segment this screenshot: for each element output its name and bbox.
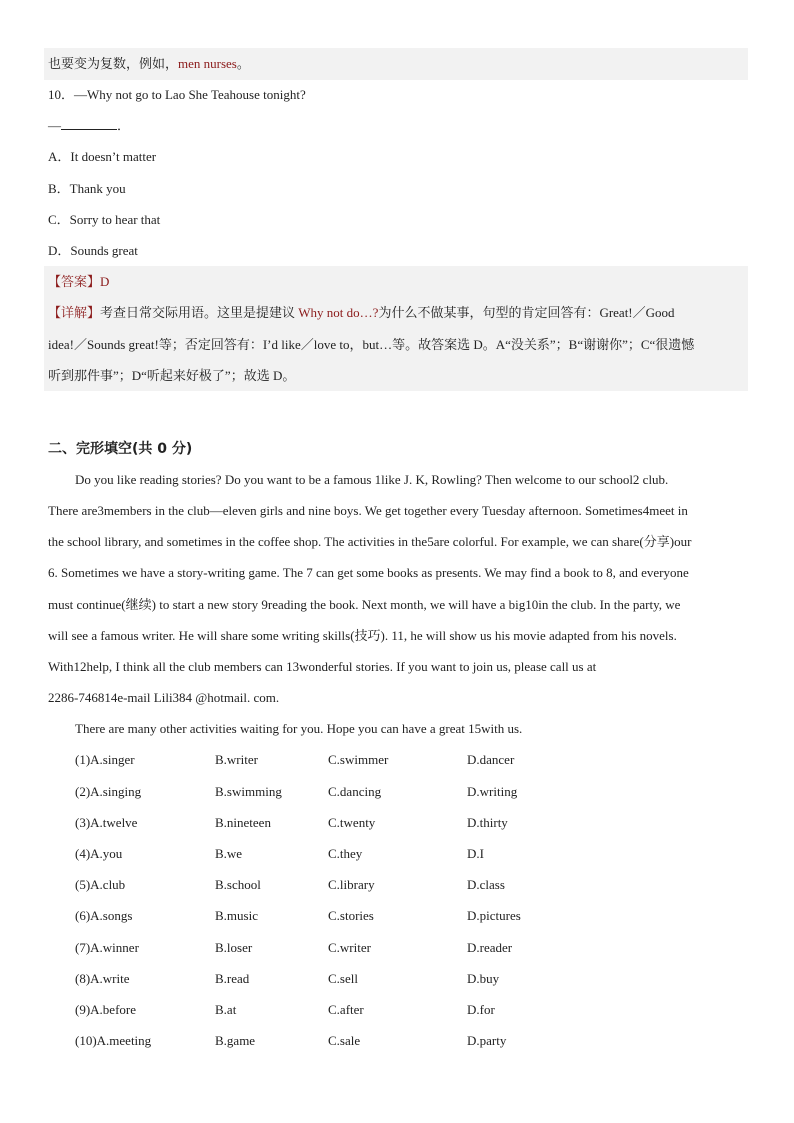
option-cell: C.writer <box>328 940 371 955</box>
option-cell: B.game <box>215 1033 256 1048</box>
answer-value: D <box>100 274 110 289</box>
options-row-2 <box>75 782 635 802</box>
option-cell: C.sell <box>328 971 358 986</box>
option-cell: (2)A.singing <box>75 784 142 799</box>
option-cell: B.swimming <box>215 784 282 799</box>
option-cell: B.writer <box>215 752 258 767</box>
options-row-5 <box>75 875 635 895</box>
option-cell: D.party <box>467 1033 507 1048</box>
option-cell: D.buy <box>467 971 500 986</box>
option-cell: D.pictures <box>467 908 521 923</box>
section-heading: 二、完形填空(共 0 分) <box>48 441 193 457</box>
option-cell: D.writing <box>467 784 518 799</box>
option-cell: C.after <box>328 1002 364 1017</box>
option-cell: (1)A.singer <box>75 752 135 767</box>
answer-label: 【答案】 <box>48 274 101 289</box>
option-cell: D.reader <box>467 940 513 955</box>
option-cell: C.sale <box>328 1033 361 1048</box>
option-cell: B.nineteen <box>215 815 271 830</box>
passage-line: With12help, I think all the club members can 13wonderful stories. If you want to join us, please call us at <box>48 659 597 674</box>
option-cell: B.at <box>215 1002 237 1017</box>
option-c: C．Sorry to hear that <box>48 212 161 227</box>
dash: — <box>48 118 61 133</box>
option-cell: C.stories <box>328 908 374 923</box>
option-a: A．It doesn’t matter <box>48 149 157 164</box>
option-cell: (9)A.before <box>75 1002 136 1017</box>
detail-line-1 <box>48 303 675 323</box>
option-cell: C.swimmer <box>328 752 389 767</box>
option-cell: (10)A.meeting <box>75 1033 152 1048</box>
option-cell: D.thirty <box>467 815 508 830</box>
option-cell: D.for <box>467 1002 495 1017</box>
question-10-blank-line <box>48 116 130 136</box>
top-note-suffix: 。 <box>236 56 250 71</box>
option-cell: D.I <box>467 846 484 861</box>
options-row-10 <box>75 1031 635 1051</box>
option-cell: D.dancer <box>467 752 515 767</box>
option-cell: (6)A.songs <box>75 908 133 923</box>
options-row-9 <box>75 1000 635 1020</box>
option-b: B．Thank you <box>48 181 126 196</box>
question-10-text: 10．—Why not go to Lao She Teahouse tonight? <box>48 87 306 102</box>
option-cell: B.school <box>215 877 261 892</box>
top-note-example: men nurses <box>178 56 237 71</box>
options-row-8 <box>75 969 635 989</box>
top-note-prefix: 也要变为复数，例如， <box>48 56 179 71</box>
detail-text: 为什么不做某事，句型的肯定回答有：Great!／Good <box>378 305 675 320</box>
option-cell: (5)A.club <box>75 877 126 892</box>
option-cell: B.read <box>215 971 250 986</box>
answer-line <box>48 272 109 292</box>
top-note <box>48 54 250 74</box>
passage-line: 6. Sometimes we have a story-writing game. The 7 can get some books as presents. We may find a book to 8, and everyone <box>48 565 689 580</box>
option-cell: (4)A.you <box>75 846 123 861</box>
period: ． <box>117 118 131 133</box>
option-cell: C.twenty <box>328 815 376 830</box>
passage-line: 2286-746814e-mail Lili384 @hotmail. com. <box>48 690 280 705</box>
passage-line: will see a famous writer. He will share some writing skills(技巧). 11, he will show us his movie adapted from his novels. <box>48 628 677 643</box>
detail-line-2: idea!／Sounds great!等；否定回答有：I’d like／love to，but…等。故答案选 D。A“没关系”；B“谢谢你”；C“很遗憾 <box>48 337 695 352</box>
passage-line: the school library, and sometimes in the coffee shop. The activities in the5are colorful. For example, we can share(分享)our <box>48 534 692 549</box>
detail-label: 【详解】 <box>48 305 101 320</box>
passage-line: There are many other activities waiting for you. Hope you can have a great 15with us. <box>75 721 523 736</box>
options-row-4 <box>75 844 635 864</box>
option-cell: B.we <box>215 846 243 861</box>
option-cell: (7)A.winner <box>75 940 139 955</box>
passage-line: There are3members in the club—eleven girls and nine boys. We get together every Tuesday afternoon. Sometimes4meet in <box>48 503 688 518</box>
option-cell: C.dancing <box>328 784 382 799</box>
option-cell: (3)A.twelve <box>75 815 138 830</box>
option-cell: C.library <box>328 877 375 892</box>
option-cell: D.class <box>467 877 505 892</box>
detail-pattern: Why not do…? <box>298 305 379 320</box>
detail-line-3: 听到那件事”；D“听起来好极了”；故选 D。 <box>48 368 296 383</box>
option-cell: B.music <box>215 908 258 923</box>
option-cell: (8)A.write <box>75 971 130 986</box>
options-row-1 <box>75 750 635 770</box>
options-row-3 <box>75 813 635 833</box>
options-row-6 <box>75 906 635 926</box>
option-d: D．Sounds great <box>48 243 138 258</box>
option-cell: B.loser <box>215 940 253 955</box>
options-row-7 <box>75 938 635 958</box>
passage-line: must continue(继续) to start a new story 9reading the book. Next month, we will have a big10in the club. In the party, we <box>48 597 681 612</box>
passage-line: Do you like reading stories? Do you want to be a famous 1like J. K, Rowling? Then welcome to our school2 club. <box>75 472 669 487</box>
answer-blank <box>61 117 117 130</box>
option-cell: C.they <box>328 846 363 861</box>
detail-text: 考查日常交际用语。这里是提建议 <box>100 305 299 320</box>
